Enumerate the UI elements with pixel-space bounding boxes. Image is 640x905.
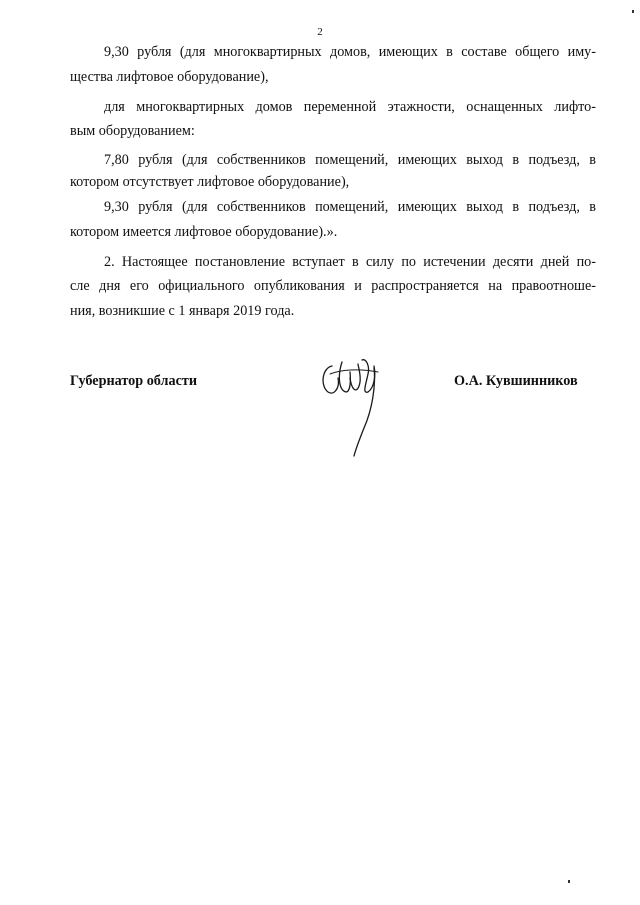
paragraph-4-line-1: 9,30 рубля (для собственников помещений, имеющих выход в подъезд, в: [104, 199, 596, 215]
signatory-title: Губернатор области: [70, 373, 198, 389]
scan-artifact-dot: [632, 10, 634, 13]
paragraph-5-line-1: 2. Настоящее постановление вступает в силу по истечении десяти дней по-: [104, 254, 596, 270]
paragraph-5-line-2: сле дня его официального опубликования и распространяется на правоотноше-: [70, 278, 596, 294]
signatory-name: О.А. Кувшинников: [454, 373, 578, 389]
paragraph-1-line-1: 9,30 рубля (для многоквартирных домов, имеющих в составе общего иму-: [104, 44, 596, 60]
page-number: 2: [317, 26, 323, 38]
paragraph-2-line-2: вым оборудованием:: [70, 123, 195, 139]
handwritten-signature: [318, 352, 388, 462]
paragraph-3-line-1: 7,80 рубля (для собственников помещений, имеющих выход в подъезд, в: [104, 152, 596, 168]
paragraph-1-line-2: щества лифтовое оборудование),: [70, 69, 269, 85]
paragraph-3-line-2: котором отсутствует лифтовое оборудование),: [70, 174, 350, 190]
paragraph-2-line-1: для многоквартирных домов переменной этажности, оснащенных лифто-: [104, 99, 596, 115]
paragraph-4-line-2: котором имеется лифтовое оборудование).».: [70, 224, 338, 240]
scan-artifact-dot: [568, 880, 570, 883]
paragraph-5-line-3: ния, возникшие с 1 января 2019 года.: [70, 303, 295, 319]
